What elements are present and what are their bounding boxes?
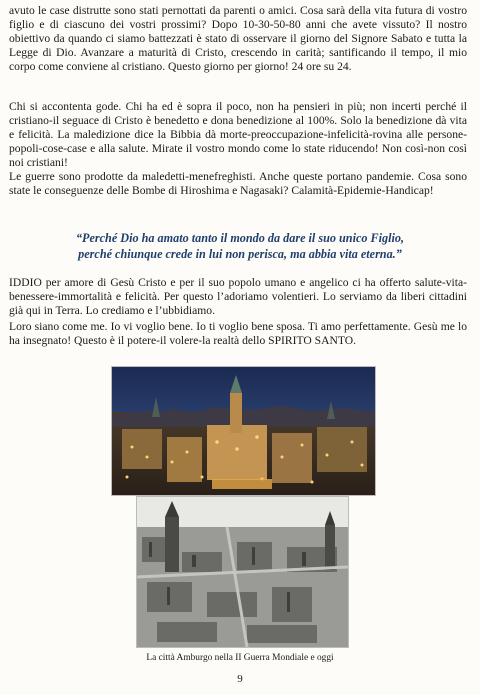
paragraph-blessing: Chi si accontenta gode. Chi ha ed è sopra il poco, non ha pensieri in più; non incerti perché il cristiano-il seguace di Cristo è benedetto e dona benedizione al 100%. Solo la benedizione dà vita e felicità. La maledizione dice la Bibbia dà morte-preoccupazione-infelicità-rovina alle persone-popoli-cose-case e alla salute. Mirate il vostro mondo come lo state riducendo! Non così-non così noi cristiani! — [9, 100, 467, 170]
page-number: 9 — [237, 673, 243, 685]
bible-quote-line-1: “Perché Dio ha amato tanto il mondo da dare il suo unico Figlio, — [75, 231, 405, 245]
paragraph-future-life: avuto le case distrutte sono stati pernottati da parenti o amici. Cosa sarà della vita futura di vostro figlio e di ciascuno dei vostri prossimi? Dopo 10-30-50-80 anni che avete vissuto? Il nostro obiettivo da quando ci siamo battezzati è stato di osservare il giorno del Signore Sabato e tutta la Legge di Dio. Avanzare a maturità di Cristo, crescendo in carità; santificando il tempo, il mio corpo come conviene al cristiano. Questo giorno per giorno! 24 ore su 24. — [9, 4, 467, 74]
bible-quote — [40, 230, 440, 262]
paragraph-god-love: IDDIO per amore di Gesù Cristo e per il suo popolo umano e angelico ci ha offerto salute-vita-benessere-immortalità e felicità. Per questo l’adoriamo volentieri. Lo serviamo da liberi cittadini già qui in Terra. Lo crediamo e l’ubbidiamo. — [9, 276, 467, 318]
bible-quote-line-2: perché chiunque crede in lui non perisca, ma abbia vita eterna.” — [78, 247, 402, 261]
paragraph-holy-spirit: Loro siano come me. Io vi voglio bene. Io ti voglio bene sposa. Ti amo perfettamente. Gesù me lo ha insegnato! Questo è il potere-il volere-la realtà dello SPIRITO SANTO. — [9, 320, 467, 348]
paragraph-wars: Le guerre sono prodotte da maledetti-menefreghisti. Anche queste portano pandemie. Cosa sono state le conseguenze delle Bombe di Hiroshima e Nagasaki? Calamità-Epidemie-Handicap! — [9, 170, 467, 198]
photo-caption: La città Amburgo nella II Guerra Mondiale e oggi — [146, 653, 334, 663]
hamburg-ruins-photo — [136, 496, 349, 648]
hamburg-night-photo — [111, 366, 376, 496]
